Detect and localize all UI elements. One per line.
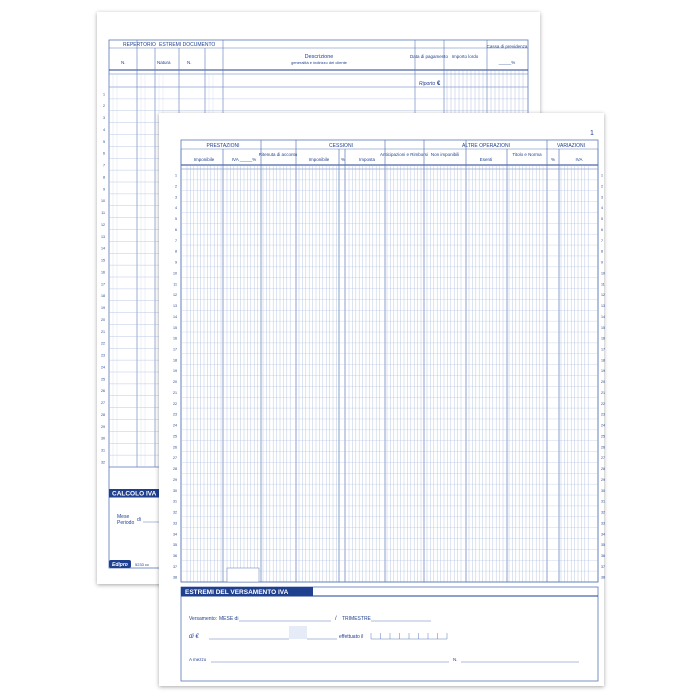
row-number: 8 (601, 249, 603, 254)
row-number: 8 (175, 249, 177, 254)
n-label: N. (453, 657, 458, 662)
row-number: 21 (173, 390, 177, 395)
versamento-box (181, 587, 598, 681)
row-number: 27 (101, 401, 105, 406)
row-number: 33 (601, 521, 605, 526)
header-cessioni: CESSIONI (329, 143, 353, 149)
row-number: 38 (173, 575, 177, 580)
back-periodo-label: Periodo (117, 520, 135, 526)
row-number: 16 (601, 336, 605, 341)
back-header-descrizione-sub: generalità e indirizzo del cliente (291, 60, 347, 65)
row-number: 22 (601, 401, 605, 406)
row-number: 20 (101, 317, 105, 322)
row-number: 8 (103, 175, 105, 180)
row-number: 36 (601, 554, 605, 559)
row-number: 10 (173, 271, 177, 276)
row-number: 32 (601, 510, 605, 515)
back-header-descrizione: Descrizione (304, 54, 334, 60)
trimestre-label: TRIMESTRE (342, 616, 371, 622)
totals-cell (227, 568, 259, 582)
row-number: 30 (101, 436, 105, 441)
row-number: 29 (173, 477, 177, 482)
back-header-n2: N. (187, 60, 192, 65)
a-mezzo-label: A mezzo (189, 657, 207, 662)
row-number: 22 (173, 401, 177, 406)
row-number: 16 (101, 270, 105, 275)
front-page-form (159, 113, 604, 686)
row-number: 18 (173, 358, 177, 363)
back-header-estremi: ESTREMI DOCUMENTO (159, 42, 216, 48)
row-number: 12 (173, 293, 177, 298)
row-number: 14 (173, 314, 177, 319)
row-number: 26 (101, 389, 105, 394)
header-altre-operazioni: ALTRE OPERAZIONI (462, 143, 510, 149)
row-number: 6 (103, 151, 105, 156)
back-riporto-label: Riporto (419, 81, 436, 87)
row-number: 33 (173, 521, 177, 526)
row-number: 7 (175, 238, 177, 243)
slash-label: / (335, 616, 337, 622)
versamento-label: Versamento: (189, 616, 218, 622)
row-number: 32 (101, 460, 105, 465)
row-number: 38 (601, 575, 605, 580)
row-number: 12 (601, 293, 605, 298)
row-number: 2 (175, 184, 177, 189)
row-number: 7 (103, 163, 105, 168)
header-anticipazioni: Anticipazioni e Rimborsi (379, 152, 429, 157)
row-number: 5 (601, 217, 603, 222)
row-number: 4 (601, 206, 603, 211)
row-number: 11 (101, 211, 105, 216)
row-number: 24 (101, 365, 105, 370)
row-number: 5 (103, 139, 105, 144)
row-number: 25 (101, 377, 105, 382)
header-pct: % (340, 157, 346, 162)
row-number: 37 (601, 564, 605, 569)
row-number: 4 (103, 127, 105, 132)
row-number: 16 (173, 336, 177, 341)
date-field[interactable] (371, 633, 447, 639)
back-header-natura: Natura (157, 60, 171, 65)
row-number: 15 (101, 258, 105, 263)
row-number: 9 (103, 187, 105, 192)
row-number: 32 (173, 510, 177, 515)
header-variazioni: VARIAZIONI (557, 143, 585, 149)
row-number: 25 (173, 434, 177, 439)
row-number: 1 (103, 92, 105, 97)
header-iva: IVA (575, 157, 583, 162)
row-number: 2 (103, 104, 105, 109)
row-number: 7 (601, 238, 603, 243)
row-number: 22 (101, 341, 105, 346)
row-number: 4 (175, 206, 177, 211)
row-number: 35 (173, 543, 177, 548)
row-number: 29 (601, 477, 605, 482)
header-ritenuta: Ritenuta di acconto (258, 152, 298, 157)
row-number: 19 (601, 369, 605, 374)
back-header-data: Data di pagamento (409, 54, 449, 59)
back-header-cassa: Cassa di previdenza (486, 44, 528, 49)
front-ledger-rows (173, 140, 605, 582)
header-imponibile-2: Imponibile (308, 157, 330, 162)
row-number: 20 (173, 380, 177, 385)
back-header-n1: N. (121, 60, 126, 65)
row-number: 13 (101, 234, 105, 239)
row-number: 31 (601, 499, 605, 504)
row-number: 37 (173, 564, 177, 569)
back-header-repertorio: REPERTORIO (123, 42, 156, 48)
row-number: 27 (601, 456, 605, 461)
row-number: 34 (601, 532, 605, 537)
row-number: 34 (173, 532, 177, 537)
row-number: 31 (173, 499, 177, 504)
row-number: 21 (101, 329, 105, 334)
row-number: 30 (173, 488, 177, 493)
header-prestazioni: PRESTAZIONI (206, 143, 240, 149)
row-number: 35 (601, 543, 605, 548)
calcolo-iva-title: CALCOLO IVA (112, 490, 157, 498)
row-number: 10 (101, 199, 105, 204)
versamento-title: ESTREMI DEL VERSAMENTO IVA (185, 589, 289, 596)
row-number: 28 (173, 467, 177, 472)
row-number: 14 (601, 314, 605, 319)
row-number: 24 (173, 423, 177, 428)
row-number: 19 (101, 306, 105, 311)
row-number: 17 (173, 347, 177, 352)
row-number: 28 (101, 412, 105, 417)
header-esenti: Esenti (479, 157, 493, 162)
row-number: 14 (101, 246, 105, 251)
row-number: 26 (601, 445, 605, 450)
row-number: 19 (173, 369, 177, 374)
row-number: 31 (101, 448, 105, 453)
header-imposta: Imposta (358, 157, 376, 162)
row-number: 12 (101, 222, 105, 227)
front-page (159, 113, 604, 686)
row-number: 11 (173, 282, 177, 287)
row-number: 6 (601, 227, 603, 232)
row-number: 1 (175, 173, 177, 178)
row-number: 9 (601, 260, 603, 265)
row-number: 3 (601, 195, 603, 200)
di-euro-label: di € (189, 634, 199, 640)
row-number: 13 (601, 304, 605, 309)
mese-di-label: MESE di (219, 616, 239, 622)
row-number: 27 (173, 456, 177, 461)
row-number: 9 (175, 260, 177, 265)
back-mese-label: Mese (117, 514, 130, 520)
row-number: 24 (601, 423, 605, 428)
back-di-label: di (137, 517, 141, 523)
row-number: 15 (601, 325, 605, 330)
row-number: 15 (173, 325, 177, 330)
row-number: 23 (173, 412, 177, 417)
row-number: 18 (601, 358, 605, 363)
row-number: 18 (101, 294, 105, 299)
header-iva-pct: IVA _____% (231, 157, 257, 162)
row-number: 36 (173, 554, 177, 559)
brand-logo-text: Edipro (112, 562, 128, 568)
header-non-imponibili: Non imponibili (430, 152, 460, 157)
row-number: 5 (175, 217, 177, 222)
back-riporto-euro: € (437, 81, 441, 87)
row-number: 1 (601, 173, 603, 178)
row-number: 17 (601, 347, 605, 352)
row-number: 29 (101, 424, 105, 429)
back-header-percent: _____% (498, 60, 516, 65)
row-number: 30 (601, 488, 605, 493)
row-number: 26 (173, 445, 177, 450)
header-imponibile-1: Imponibile (193, 157, 215, 162)
header-pct-2: % (550, 157, 556, 162)
row-number: 23 (601, 412, 605, 417)
row-number: 23 (101, 353, 105, 358)
row-number: 3 (103, 116, 105, 121)
page-number: 1 (590, 130, 594, 137)
back-code: 5233 cc (135, 562, 150, 567)
row-number: 20 (601, 380, 605, 385)
row-number: 25 (601, 434, 605, 439)
row-number: 10 (601, 271, 605, 276)
row-number: 17 (101, 282, 105, 287)
header-titolo-norma: Titolo e Norma (512, 152, 542, 157)
row-number: 28 (601, 467, 605, 472)
back-header-importo: Importo lordo (451, 54, 479, 59)
decimal-box (289, 626, 307, 639)
row-number: 6 (175, 227, 177, 232)
effettuato-label: effettuato il (339, 634, 364, 640)
row-number: 13 (173, 304, 177, 309)
row-number: 3 (175, 195, 177, 200)
row-number: 21 (601, 390, 605, 395)
row-number: 11 (601, 282, 605, 287)
row-number: 2 (601, 184, 603, 189)
